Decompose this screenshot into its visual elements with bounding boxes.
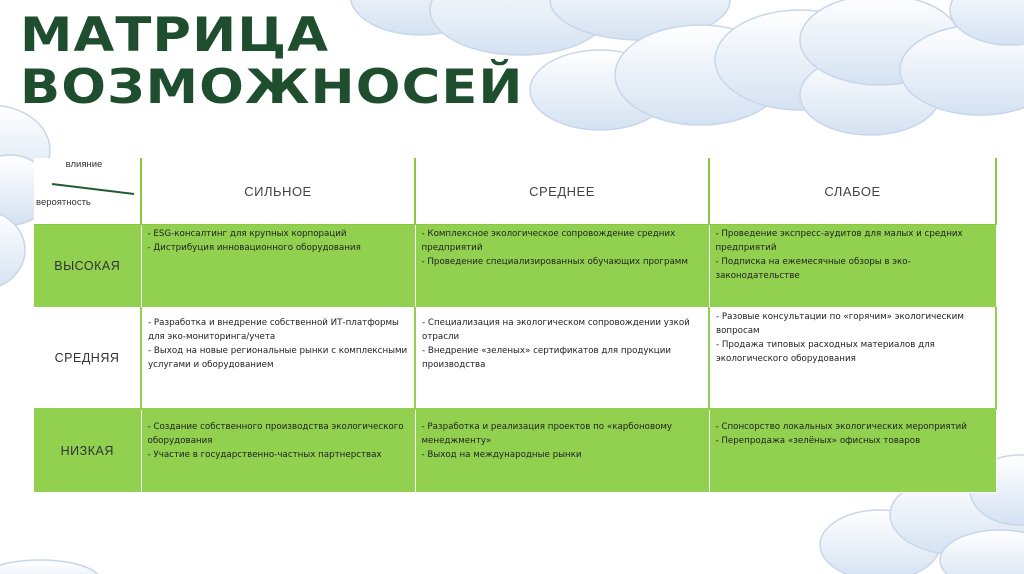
matrix-cell bbox=[141, 308, 415, 410]
matrix-cell bbox=[709, 409, 996, 493]
cell-item: - Дистрибуция инновационного оборудования bbox=[147, 243, 361, 253]
matrix-cell bbox=[709, 308, 996, 410]
cell-item: - Специализация на экологическом сопровождении узкой отрасли bbox=[422, 318, 690, 342]
matrix-cell bbox=[141, 409, 415, 493]
table-row-high bbox=[34, 225, 996, 308]
cell-item: - Участие в государственно-частных партнерствах bbox=[147, 450, 382, 460]
cell-item: - Перепродажа «зелёных» офисных товаров bbox=[715, 436, 921, 446]
page-title bbox=[20, 10, 524, 114]
cell-item: - Выход на новые региональные рынки с комплексными услугами и оборудованием bbox=[148, 346, 408, 370]
cell-item: - Разовые консультации по «горячим» экологическим вопросам bbox=[716, 312, 964, 336]
opportunity-matrix bbox=[34, 158, 997, 493]
cell-item: - ESG-консалтинг для крупных корпораций bbox=[147, 229, 347, 239]
matrix-cell bbox=[709, 225, 996, 308]
matrix-cell bbox=[415, 308, 709, 410]
title-line-2: ВОЗМОЖНОСЕЙ bbox=[20, 60, 524, 115]
table-row-low bbox=[34, 409, 996, 493]
row-header-high: ВЫСОКАЯ bbox=[34, 225, 141, 308]
cell-item: - Внедрение «зеленых» сертификатов для продукции производства bbox=[422, 346, 672, 370]
title-line-1: МАТРИЦА bbox=[20, 8, 330, 63]
corner-probability-label: вероятность bbox=[36, 197, 91, 208]
cell-item: - Спонсорство локальных экологических мероприятий bbox=[715, 422, 967, 432]
row-header-low: НИЗКАЯ bbox=[34, 409, 141, 493]
column-header-weak: СЛАБОЕ bbox=[709, 158, 996, 225]
cell-item: - Выход на международные рынки bbox=[421, 450, 582, 460]
matrix-cell bbox=[141, 225, 415, 308]
matrix-cell bbox=[415, 409, 709, 493]
cell-item: - Комплексное экологическое сопровождение средних предприятий bbox=[421, 229, 676, 253]
cell-item: - Разработка и внедрение собственной ИТ-платформы для эко-мониторинга/учета bbox=[148, 318, 399, 342]
cell-item: - Создание собственного производства экологического оборудования bbox=[147, 422, 404, 446]
header-row bbox=[34, 158, 996, 225]
cell-item: - Продажа типовых расходных материалов для экологического оборудования bbox=[716, 340, 935, 364]
cell-item: - Разработка и реализация проектов по «карбоновому менеджменту» bbox=[421, 422, 673, 446]
row-header-medium: СРЕДНЯЯ bbox=[34, 308, 141, 410]
cell-item: - Проведение экспресс-аудитов для малых и средних предприятий bbox=[715, 229, 963, 253]
column-header-medium: СРЕДНЕЕ bbox=[415, 158, 709, 225]
table-row-medium bbox=[34, 308, 996, 410]
column-header-strong: СИЛЬНОЕ bbox=[141, 158, 415, 225]
corner-cell bbox=[34, 158, 141, 225]
cell-item: - Проведение специализированных обучающих программ bbox=[421, 257, 688, 267]
matrix-cell bbox=[415, 225, 709, 308]
corner-influence-label: влияние bbox=[65, 159, 103, 170]
cell-item: - Подписка на ежемесячные обзоры в эко-законодательстве bbox=[715, 257, 911, 281]
